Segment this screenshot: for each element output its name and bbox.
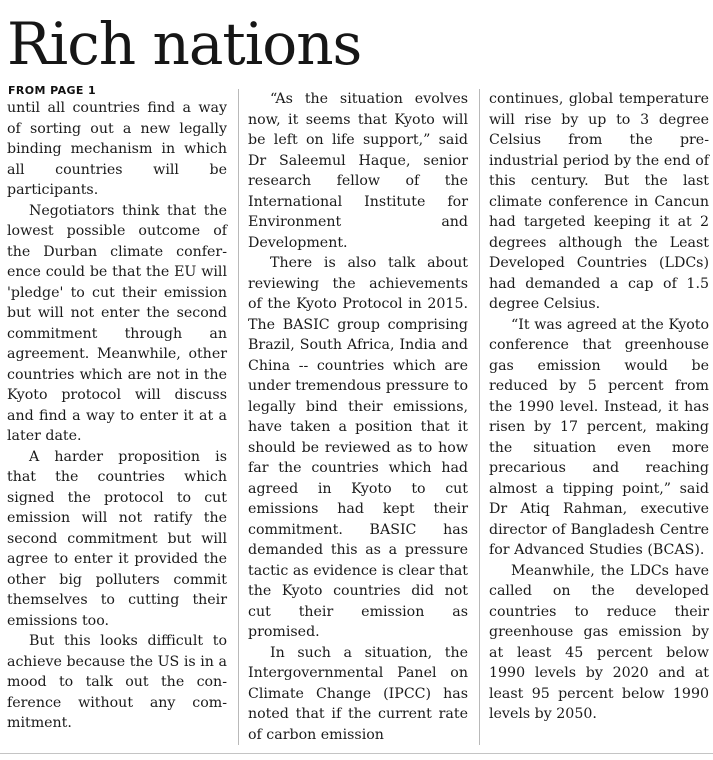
bottom-rule (0, 753, 713, 754)
headline: Rich nations (7, 10, 362, 78)
paragraph: In such a situation, the Intergovernmental Panel on Climate Change (IPCC) has noted that if the current rate of carbon emission (248, 644, 468, 743)
paragraph: But this looks difficult to achieve because the US is in a mood to talk out the conference without any commitment. (7, 633, 227, 731)
article-column-3 (489, 89, 709, 725)
column-divider (238, 89, 239, 745)
paragraph: until all countries find a way of sorting out a new legally binding mechanism in which all countries will be participants. (7, 100, 227, 198)
column-divider (479, 89, 480, 745)
paragraph: Negotiators think that the lowest possible outcome of the Durban climate conference could be that the EU will 'pledge' to cut their emission but will not enter the second commitment through an agreement. Meanwhile, other countries which are not in the Kyoto protocol will discuss and find a way to enter it at a later date. (7, 202, 227, 444)
paragraph: There is also talk about reviewing the achievements of the Kyoto Protocol in 2015. The BASIC group comprising Brazil, South Africa, India and China -- countries which are under tremendous pressure to legally bind their emissions, have taken a position that it should be reviewed as to how far the countries which had agreed in Kyoto to cut emissions had kept their commitment. BASIC has demanded this as a pressure tactic as evidence is clear that the Kyoto countries did not cut their emission as promised. (248, 255, 468, 640)
article-column-2 (248, 89, 468, 745)
paragraph: continues, global temperature will rise by up to 3 degree Celsius from the pre-industrial period by the end of this century. But the last climate conference in Cancun had targeted keeping it at 2 degrees although the Least Developed Countries (LDCs) had demanded a cap of 1.5 degree Celsius. (489, 91, 709, 312)
paragraph: “It was agreed at the Kyoto conference that greenhouse gas emission would be reduced by 5 percent from the 1990 level. Instead, it has risen by 17 percent, making the situation even more precarious and reaching almost a tipping point,” said Dr Atiq Rahman, executive director of Bangladesh Centre for Advanced Studies (BCAS). (489, 316, 709, 558)
article-column-1 (7, 98, 227, 734)
continuation-kicker: FROM PAGE 1 (8, 84, 97, 97)
paragraph: A harder proposition is that the countries which signed the protocol to cut emission will not ratify the second commitment but will agree to enter it provided the other big polluters commit themselves to cutting their emissions too. (7, 448, 227, 629)
paragraph: Meanwhile, the LDCs have called on the developed countries to reduce their greenhouse gas emission by at least 45 percent below 1990 levels by 2020 and at least 95 percent below 1990 levels by 2050. (489, 562, 709, 722)
paragraph: “As the situation evolves now, it seems that Kyoto will be left on life support,” said Dr Saleemul Haque, senior research fellow of the International Institute for Environment and Development. (248, 91, 468, 251)
